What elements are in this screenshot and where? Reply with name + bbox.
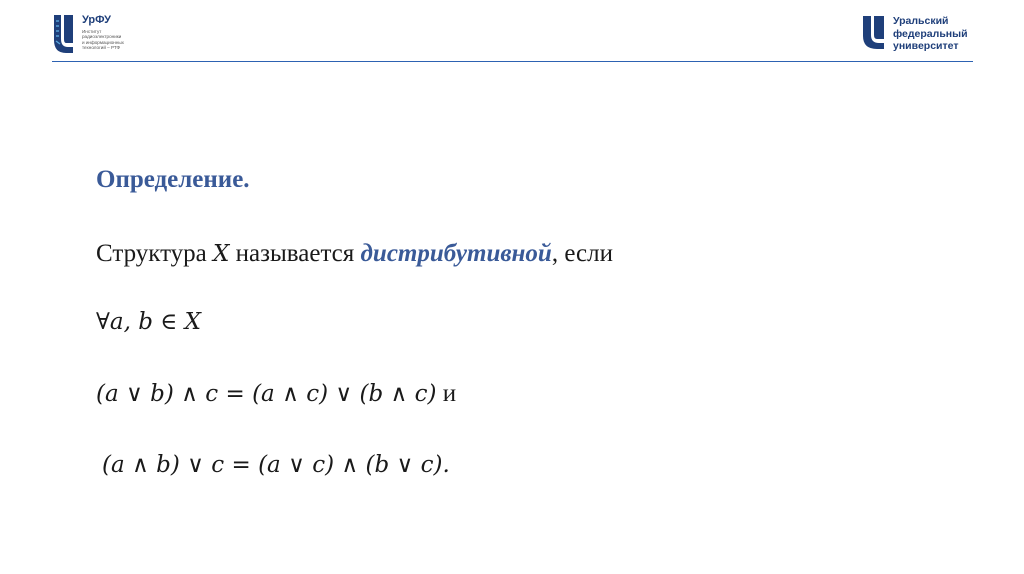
- urfu-logo-mark-icon: [862, 15, 886, 51]
- header-divider: [52, 61, 973, 62]
- urfu-irit-rtf-logo: [52, 13, 142, 59]
- university-name: Уральский федеральный университет: [893, 15, 968, 52]
- distributive-law-2: (a ∧ b) ∨ c = (a ∨ c) ∧ (b ∨ c).: [102, 452, 450, 478]
- urfu-short-name: УрФУ: [82, 14, 111, 26]
- defined-term: дистрибутивной: [360, 240, 552, 267]
- distributive-law-1: (a ∨ b) ∧ c = (a ∧ c) ∨ (b ∧ c) и: [96, 380, 457, 407]
- variable-x: X: [213, 241, 230, 267]
- quantifier-line: ∀a, b ∈ X: [96, 309, 201, 335]
- institute-subtitle: Институт радиоэлектроники и информационных технологий – РТФ: [82, 29, 124, 51]
- formula-1: (a ∨ b) ∧ c = (a ∧ c) ∨ (b ∧ c): [96, 381, 437, 407]
- definition-sentence: Структура X называется дистрибутивной, если: [96, 240, 613, 267]
- urfu-logo-mark-icon: [52, 13, 76, 57]
- formula-2: (a ∧ b) ∨ c = (a ∨ c) ∧ (b ∨ c): [102, 452, 443, 478]
- urfu-university-logo: [862, 14, 982, 56]
- definition-heading: Определение.: [96, 166, 250, 193]
